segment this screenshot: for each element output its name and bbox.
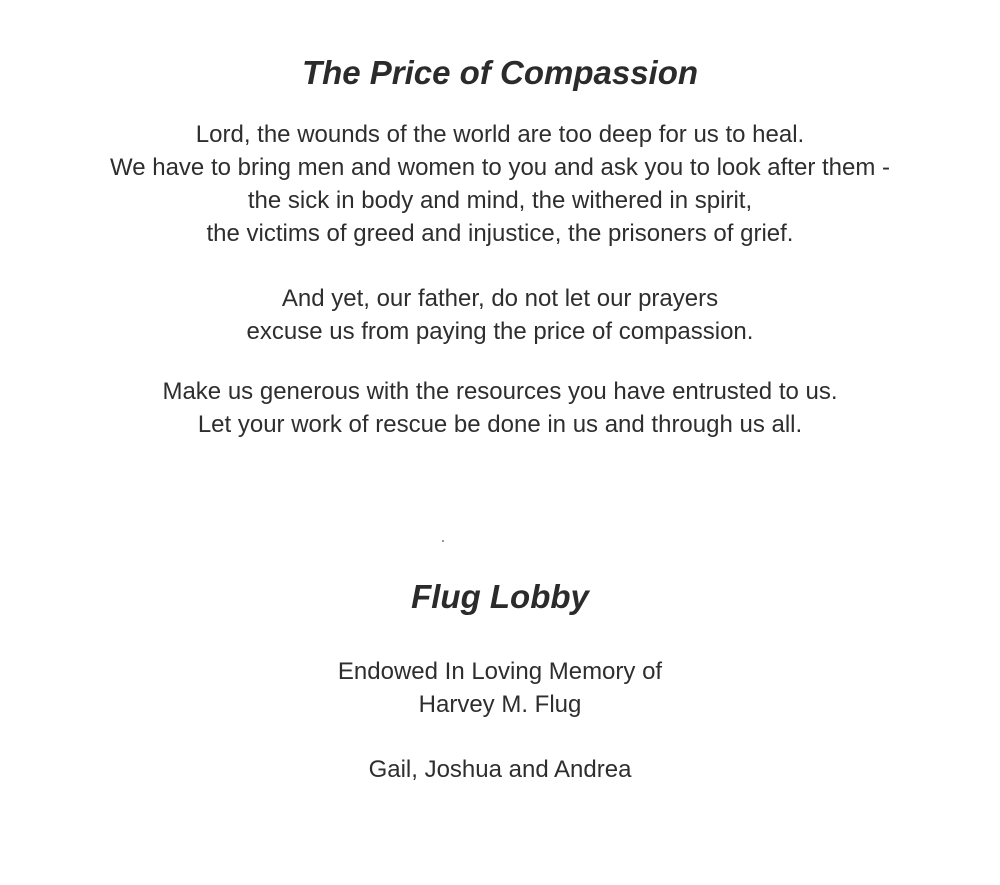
prayer-line: Lord, the wounds of the world are too deep for us to heal. — [195, 121, 805, 148]
family-line: Gail, Joshua and Andrea — [368, 756, 632, 783]
prayer-line: We have to bring men and women to you and ask you to look after them - — [110, 154, 890, 181]
paper-speck — [442, 540, 444, 542]
prayer-stanza-1 — [0, 118, 1000, 250]
prayer-line: Let your work of rescue be done in us and through us all. — [197, 411, 803, 438]
dedication-text — [0, 655, 1000, 721]
prayer-line: the victims of greed and injustice, the prisoners of grief. — [206, 220, 794, 247]
family-names — [0, 753, 1000, 786]
prayer-stanza-3 — [0, 375, 1000, 441]
prayer-title: The Price of Compassion — [301, 54, 699, 91]
prayer-line: And yet, our father, do not let our prayers — [281, 285, 719, 312]
dedication-line: Endowed In Loving Memory of — [337, 658, 663, 685]
prayer-stanza-2 — [0, 282, 1000, 348]
prayer-line: the sick in body and mind, the withered in spirit, — [247, 187, 753, 214]
dedication-title: Flug Lobby — [411, 578, 589, 615]
prayer-line: Make us generous with the resources you have entrusted to us. — [162, 378, 838, 405]
prayer-line: excuse us from paying the price of compassion. — [246, 318, 754, 345]
dedication-line: Harvey M. Flug — [418, 691, 582, 718]
